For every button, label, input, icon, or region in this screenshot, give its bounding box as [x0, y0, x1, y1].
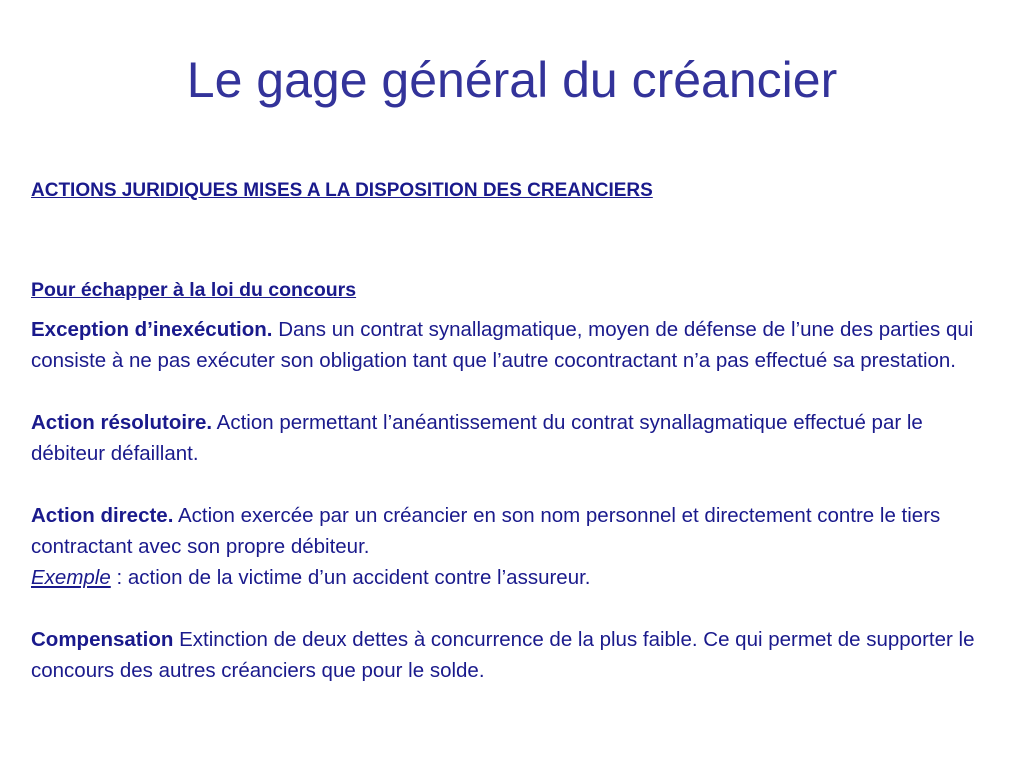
example-line: [31, 562, 1001, 593]
entry-term: Compensation: [31, 628, 174, 651]
sub-heading: Pour échapper à la loi du concours: [31, 279, 357, 301]
example-text: : action de la victime d’un accident contre l’assureur.: [110, 566, 591, 589]
entry-term: Exception d’inexécution.: [31, 318, 273, 341]
entry-action-directe: [31, 500, 1001, 593]
entry-text: Action exercée par un créancier en son nom personnel et directement contre le tiers contractant avec son propre débiteur.: [31, 504, 941, 558]
entry-text: Action permettant l’anéantissement du contrat synallagmatique effectué par le débiteur défaillant.: [31, 411, 923, 465]
section-heading: ACTIONS JURIDIQUES MISES A LA DISPOSITION DES CREANCIERS: [31, 180, 653, 201]
example-label: Exemple: [31, 566, 111, 589]
entry-text: Extinction de deux dettes à concurrence de la plus faible. Ce qui permet de supporter le concours des autres créanciers que pour le solde.: [31, 628, 975, 682]
entry-action-resolutoire: [31, 407, 1001, 469]
slide-title: Le gage général du créancier: [186, 52, 838, 108]
entry-exception-inexecution: [31, 314, 1001, 376]
entries-list: [31, 314, 1001, 717]
entry-text: Dans un contrat synallagmatique, moyen de défense de l’une des parties qui consiste à ne pas exécuter son obligation tant que l’autre cocontractant n’a pas effectué sa prestation.: [31, 318, 974, 372]
entry-body: [31, 500, 1001, 562]
entry-term: Action directe.: [31, 504, 174, 527]
entry-compensation: [31, 624, 1001, 686]
entry-term: Action résolutoire.: [31, 411, 213, 434]
